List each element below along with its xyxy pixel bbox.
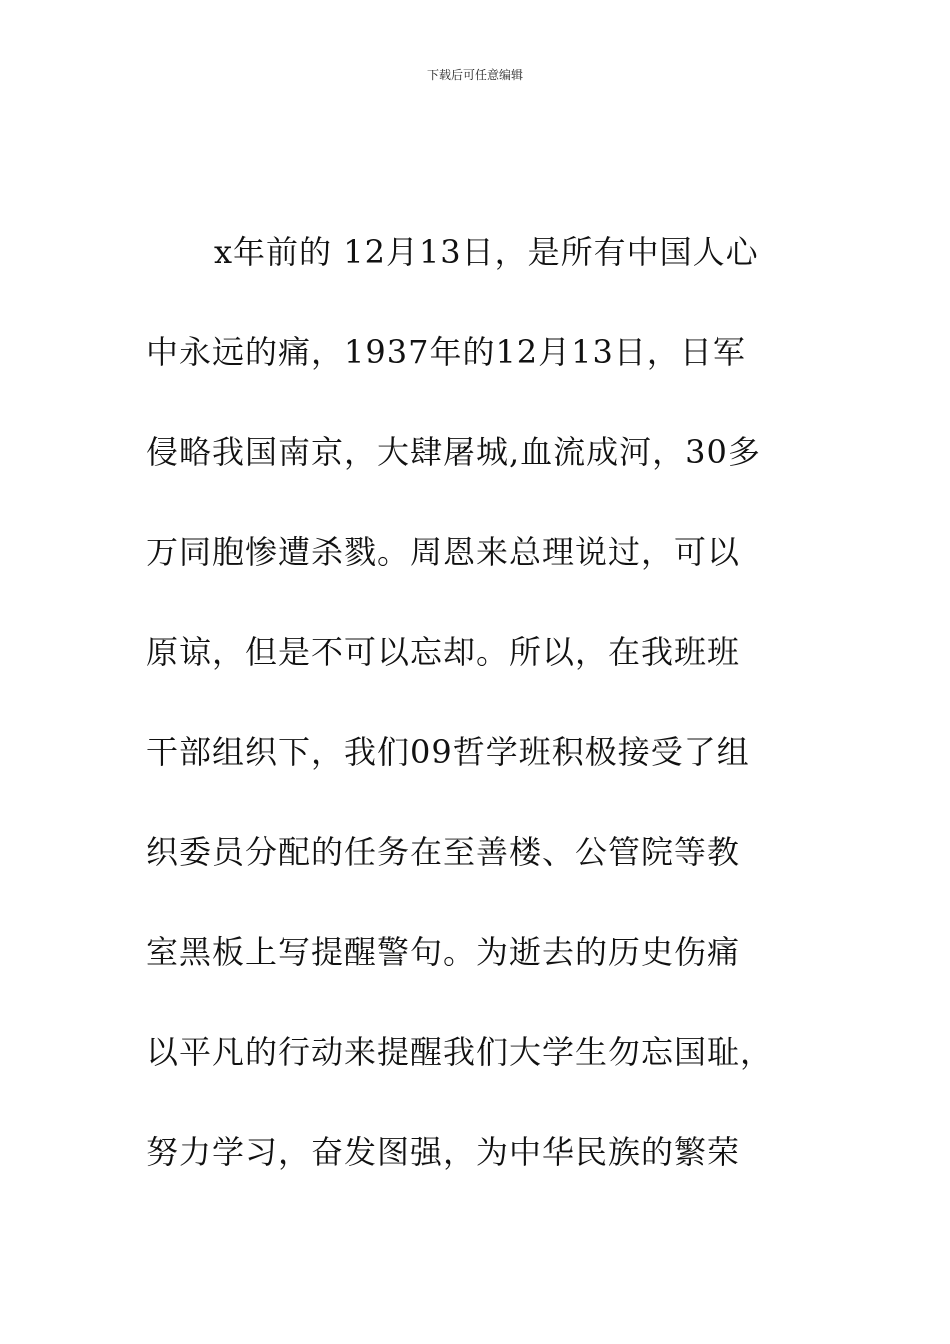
paragraph-line: 以平凡的行动来提醒我们大学生勿忘国耻， [146,1033,774,1071]
paragraph-line: 努力学习，奋发图强，为中华民族的繁荣 [146,1133,741,1171]
paragraph-line: 中永远的痛，1937年的12月13日，日军 [146,333,746,371]
paragraph-line: 侵略我国南京，大肆屠城,血流成河，30多 [146,433,761,471]
body-paragraph [146,224,846,1224]
header-note: 下载后可任意编辑 [426,68,523,82]
paragraph-line: 室黑板上写提醒警句。为逝去的历史伤痛 [146,933,741,971]
paragraph-line: 原谅，但是不可以忘却。所以，在我班班 [146,633,741,671]
paragraph-line: 织委员分配的任务在至善楼、公管院等教 [146,833,741,871]
paragraph-line: x年前的 12月13日，是所有中国人心 [214,233,759,271]
paragraph-line: 干部组织下，我们09哲学班积极接受了组 [146,733,750,771]
paragraph-line: 万同胞惨遭杀戮。周恩来总理说过，可以 [146,533,741,571]
